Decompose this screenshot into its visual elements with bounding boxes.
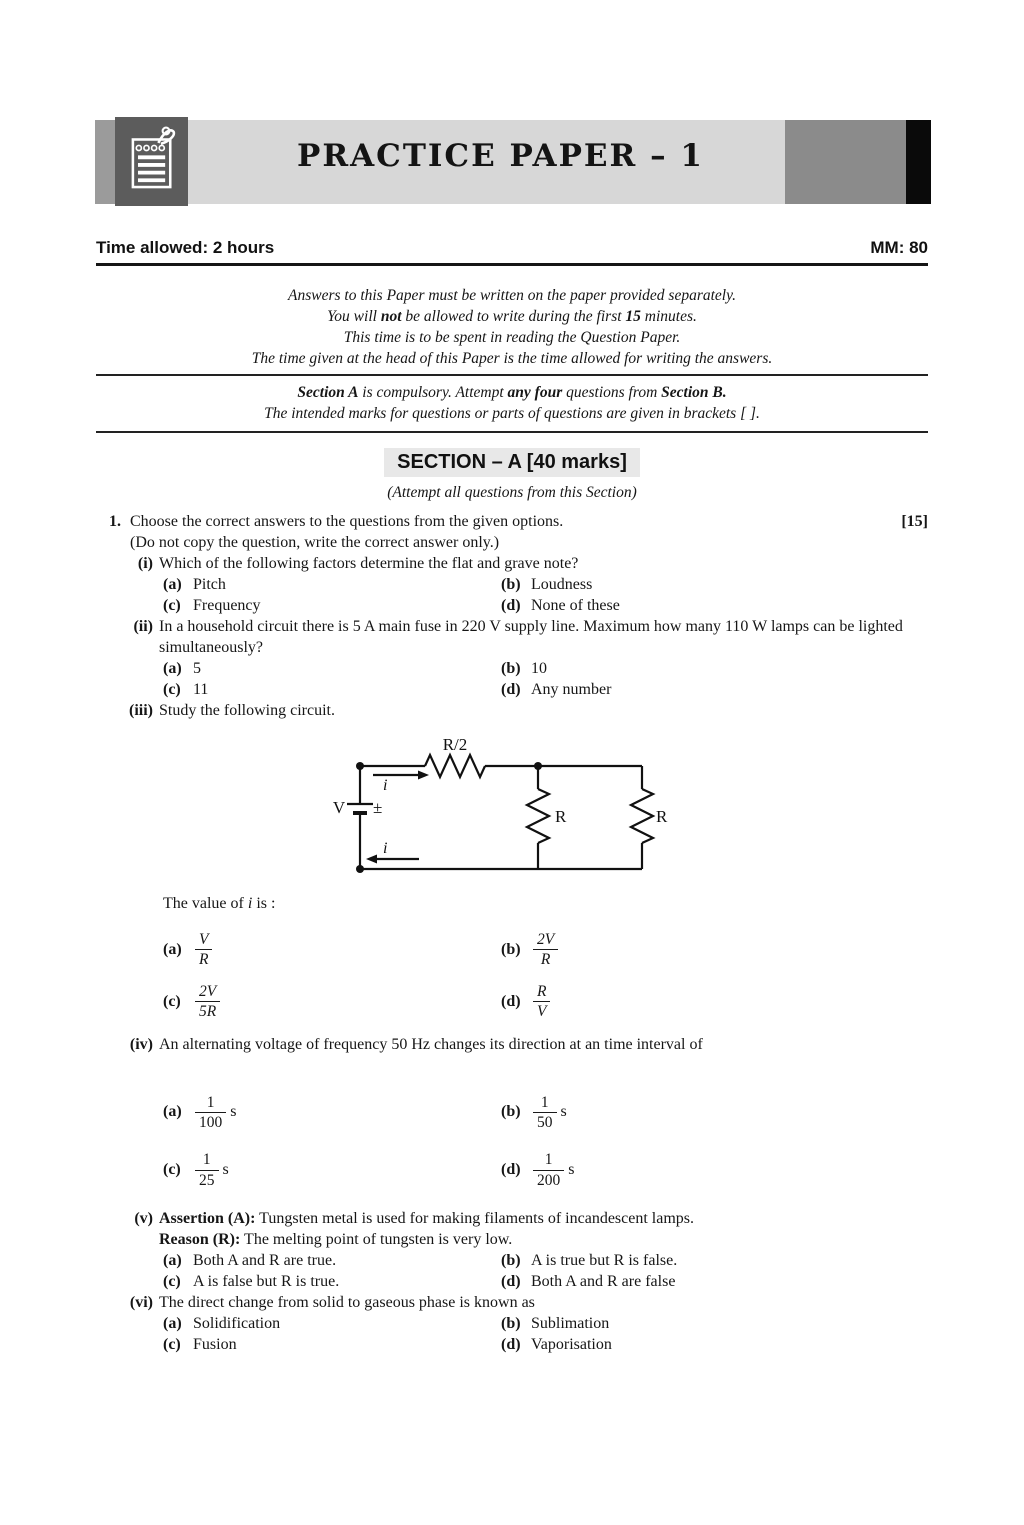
page-title: PRACTICE PAPER – 1 <box>297 138 704 174</box>
fraction: $\frac{1}{100}$ <box>195 1093 226 1133</box>
label-current-top: i <box>383 777 388 794</box>
option-label: (c) <box>163 1161 181 1179</box>
label-source: V <box>332 798 346 817</box>
label-resistor-right: R <box>656 807 668 826</box>
option <box>501 595 928 616</box>
circuit-diagram <box>325 729 928 889</box>
fraction: $\frac{2V}{R}$ <box>533 930 558 970</box>
sub-text: The direct change from solid to gaseous phase is known as <box>159 1294 535 1311</box>
rule-line: Section A is compulsory. Attempt any four questions from Section B. <box>297 384 727 401</box>
junction-dot <box>356 762 364 770</box>
options-ii <box>163 658 928 700</box>
instruction-line: This time is to be spent in reading the Question Paper. <box>343 329 681 346</box>
question-text: Choose the correct answers to the questions from the given options. <box>130 513 564 530</box>
question-number: 1. <box>109 513 121 530</box>
sub-assertion-reason <box>153 1208 928 1250</box>
unit-suffix: s <box>568 1161 575 1179</box>
option-label: (a) <box>163 1103 182 1121</box>
fraction: $\frac{1}{50}$ <box>533 1093 557 1133</box>
attempt-note: (Attempt all questions from this Section) <box>387 484 637 501</box>
option-label: (d) <box>501 1336 521 1353</box>
fraction: $\frac{1}{25}$ <box>195 1150 219 1190</box>
option-text: Solidification <box>193 1315 281 1332</box>
sub-text: Which of the following factors determine the flat and grave note? <box>159 555 579 572</box>
option <box>163 574 501 595</box>
junction-dot <box>534 762 542 770</box>
option <box>163 1313 501 1334</box>
option <box>163 658 501 679</box>
paper-body <box>96 238 928 1355</box>
option-label: (b) <box>501 940 521 958</box>
subquestion-v <box>96 1208 928 1250</box>
options-vi <box>163 1313 928 1355</box>
option-text: Sublimation <box>531 1315 610 1332</box>
option-label: (c) <box>163 681 181 698</box>
section-heading-row <box>96 448 928 477</box>
fraction: $\frac{R}{V}$ <box>533 982 550 1022</box>
subquestion-iii <box>96 700 928 721</box>
arrowhead-right <box>418 771 429 780</box>
subquestion-vi <box>96 1292 928 1313</box>
options-i <box>163 574 928 616</box>
option-label: (c) <box>163 1273 181 1290</box>
option-label: (a) <box>163 576 182 593</box>
option <box>501 1250 928 1271</box>
sub-marker: (ii) <box>133 618 153 635</box>
option <box>163 1334 501 1355</box>
option-label: (b) <box>501 660 521 677</box>
option <box>501 1271 928 1292</box>
sub-marker: (iv) <box>129 1035 153 1053</box>
label-resistor-top: R/2 <box>442 735 468 754</box>
label-resistor-middle: R <box>555 807 567 826</box>
instruction-line: You will not be allowed to write during the first 15 minutes. <box>327 308 697 325</box>
option-label: (d) <box>501 681 521 698</box>
option-label: (a) <box>163 940 182 958</box>
option-label: (b) <box>501 576 521 593</box>
question-note: (Do not copy the question, write the correct answer only.) <box>130 534 500 551</box>
instruction-line: Answers to this Paper must be written on the paper provided separately. <box>287 287 737 304</box>
option <box>501 679 928 700</box>
instruction-line: The time given at the head of this Paper is the time allowed for writing the answers. <box>251 350 773 367</box>
option-text: Pitch <box>193 576 226 593</box>
subquestion-ii <box>96 616 928 658</box>
options-iii-row1 <box>163 930 928 970</box>
label-current-bottom: i <box>383 840 388 857</box>
assertion-line: Assertion (A): Tungsten metal is used for making filaments of incandescent lamps. <box>159 1210 695 1227</box>
section-heading: SECTION – A [40 marks] <box>384 448 640 477</box>
option <box>163 1250 501 1271</box>
sub-marker: (v) <box>134 1210 153 1227</box>
option <box>501 574 928 595</box>
option-text: A is true but R is false. <box>531 1252 678 1269</box>
question-marks: [15] <box>901 513 928 530</box>
option-text: 10 <box>531 660 547 677</box>
value-question: The value of i is : <box>163 895 276 912</box>
options-iv-row2 <box>163 1150 928 1190</box>
section-rules <box>96 376 928 433</box>
option-label: (a) <box>163 1315 182 1332</box>
unit-suffix: s <box>222 1161 229 1179</box>
option <box>163 930 501 970</box>
option-text: 5 <box>193 660 201 677</box>
meta-row <box>96 238 928 266</box>
option-label: (d) <box>501 992 521 1010</box>
option <box>163 679 501 700</box>
option-label: (c) <box>163 597 181 614</box>
option <box>163 1093 501 1133</box>
option-label: (d) <box>501 597 521 614</box>
option-label: (a) <box>163 1252 182 1269</box>
header-banner <box>0 117 1024 207</box>
options-iii-row2 <box>163 982 928 1022</box>
option-text: Both A and R are true. <box>193 1252 337 1269</box>
question-1-row <box>96 511 928 532</box>
options-iv-row1 <box>163 1093 928 1133</box>
rule-line: The intended marks for questions or parts of questions are given in brackets [ ]. <box>264 405 760 422</box>
label-polarity: ± <box>373 798 383 817</box>
option <box>163 982 501 1022</box>
time-allowed: Time allowed: 2 hours <box>96 238 275 257</box>
option-text: Both A and R are false <box>531 1273 676 1290</box>
option-label: (d) <box>501 1161 521 1179</box>
preamble-instructions <box>96 266 928 376</box>
option-label: (b) <box>501 1315 521 1332</box>
option-text: Fusion <box>193 1336 237 1353</box>
option <box>501 982 928 1022</box>
option-text: 11 <box>193 681 209 698</box>
option-label: (b) <box>501 1252 521 1269</box>
max-marks: MM: 80 <box>870 238 928 257</box>
option <box>501 658 928 679</box>
option <box>163 1150 501 1190</box>
fraction: $\frac{V}{R}$ <box>195 930 212 970</box>
option-label: (c) <box>163 1336 181 1353</box>
option-label: (d) <box>501 1273 521 1290</box>
subquestion-i <box>96 553 928 574</box>
option-label: (a) <box>163 660 182 677</box>
option-text: Any number <box>531 681 612 698</box>
unit-suffix: s <box>230 1103 237 1121</box>
option-text: None of these <box>531 597 620 614</box>
sub-text: Study the following circuit. <box>159 702 335 719</box>
sub-marker: (vi) <box>129 1294 153 1311</box>
option-label: (b) <box>501 1103 521 1121</box>
options-v <box>163 1250 928 1292</box>
arrowhead-left <box>366 855 377 864</box>
sub-marker: (iii) <box>129 702 153 719</box>
sub-text: In a household circuit there is 5 A main fuse in 220 V supply line. Maximum how many 110 W lamps can be lighted simultaneously? <box>159 618 903 656</box>
junction-dot <box>356 865 364 873</box>
option <box>501 1334 928 1355</box>
fraction: $\frac{1}{200}$ <box>533 1150 564 1190</box>
option-text: Loudness <box>531 576 593 593</box>
option <box>501 930 928 970</box>
option <box>501 1150 928 1190</box>
sub-text: An alternating voltage of frequency 50 Hz changes its direction at an time interval of <box>159 1035 703 1053</box>
option-label: (c) <box>163 992 181 1010</box>
reason-line: Reason (R): The melting point of tungsten is very low. <box>159 1231 513 1248</box>
option <box>163 1271 501 1292</box>
banner-black-block <box>906 120 931 204</box>
unit-suffix: s <box>560 1103 567 1121</box>
sub-marker: (i) <box>137 555 153 572</box>
subquestion-iv <box>96 1034 928 1055</box>
option <box>501 1313 928 1334</box>
fraction: $\frac{2V}{5R}$ <box>195 982 220 1022</box>
option-text: Vaporisation <box>531 1336 612 1353</box>
option-text: A is false but R is true. <box>193 1273 340 1290</box>
option-text: Frequency <box>193 597 261 614</box>
option <box>501 1093 928 1133</box>
option <box>163 595 501 616</box>
